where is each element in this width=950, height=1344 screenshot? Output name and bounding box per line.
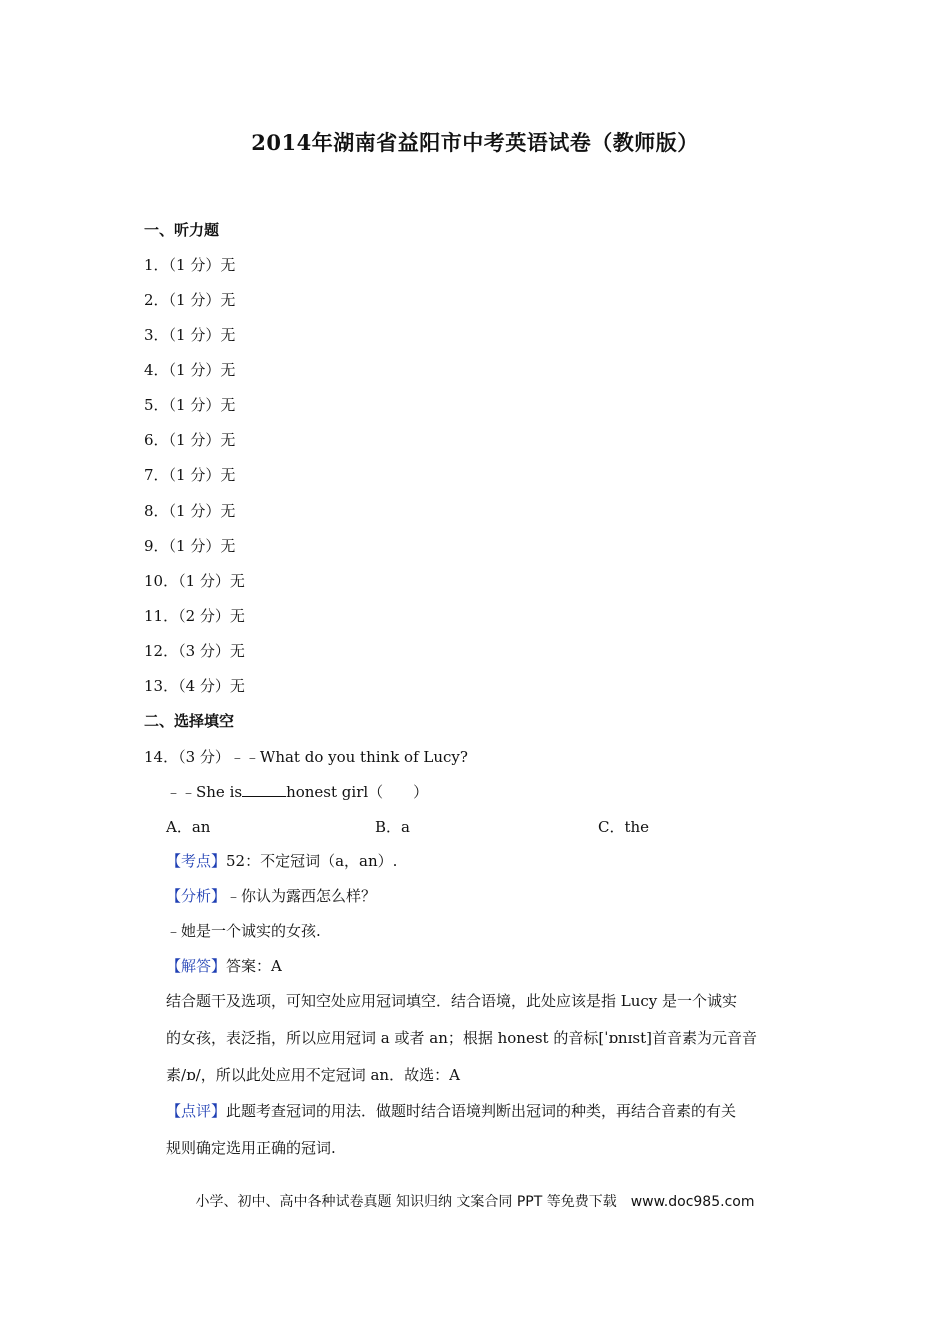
question-sentence (166, 781, 428, 802)
jieda-line (166, 955, 282, 976)
kaodian-text: 52：不定冠词（a，an）. (226, 852, 398, 870)
dianping-text: 此题考查冠词的用法．做题时结合语境判断出冠词的种类，再结合音素的有关 (226, 1102, 737, 1120)
dianping-line (166, 1100, 736, 1121)
question-item: 2．（1 分）无 (144, 291, 236, 309)
explanation-line-2: 的女孩，表泛指，所以应用冠词 a 或者 an；根据 honest 的音标[ˈɒnɪst]首音素为元音音 (166, 1029, 757, 1047)
question-item: 1．（1 分）无 (144, 256, 236, 274)
question-item: 3．（1 分）无 (144, 326, 236, 344)
fenxi-line (166, 885, 376, 906)
explanation-line-3: 素/ɒ/，所以此处应用不定冠词 an．故选：A (166, 1066, 460, 1084)
jieda-text: 答案：A (226, 957, 282, 975)
fenxi-line-2: ﹣她是一个诚实的女孩. (166, 922, 321, 940)
option-b: B．a (375, 818, 410, 836)
question-item: 7．（1 分）无 (144, 466, 236, 484)
sentence-end: honest girl（ ） (286, 783, 429, 801)
question-item: 5．（1 分）无 (144, 396, 236, 414)
section-heading-listening: 一、听力题 (144, 221, 220, 239)
option-c: C．the (598, 818, 650, 836)
option-a: A．an (166, 818, 211, 836)
answer-blank (242, 782, 286, 797)
question-item: 13．（4 分）无 (144, 677, 245, 695)
page-footer: 小学、初中、高中各种试卷真题 知识归纳 文案合同 PPT 等免费下载 www.doc985.com (195, 1194, 755, 1210)
dianping-tag: 【点评】 (166, 1102, 227, 1120)
section-heading-multiple-choice: 二、选择填空 (144, 712, 235, 730)
fenxi-text: ﹣你认为露西怎么样？ (226, 887, 377, 905)
kaodian-tag: 【考点】 (166, 852, 227, 870)
question-item: 12．（3 分）无 (144, 642, 245, 660)
question-stem: 14．（3 分）﹣﹣What do you think of Lucy? (144, 748, 468, 766)
question-item: 6．（1 分）无 (144, 431, 236, 449)
page-title: 2014年湖南省益阳市中考英语试卷（教师版） (251, 130, 699, 155)
jieda-tag: 【解答】 (166, 957, 227, 975)
explanation-line-1: 结合题干及选项，可知空处应用冠词填空．结合语境，此处应该是指 Lucy 是一个诚实 (166, 992, 738, 1010)
dianping-line-2: 规则确定选用正确的冠词. (166, 1139, 336, 1157)
kaodian-line (166, 850, 397, 871)
question-item: 4．（1 分）无 (144, 361, 236, 379)
sentence-start: ﹣﹣She is (166, 783, 243, 801)
question-item: 9．（1 分）无 (144, 537, 236, 555)
question-item: 11．（2 分）无 (144, 607, 245, 625)
question-item: 10．（1 分）无 (144, 572, 245, 590)
question-item: 8．（1 分）无 (144, 502, 236, 520)
fenxi-tag: 【分析】 (166, 887, 227, 905)
